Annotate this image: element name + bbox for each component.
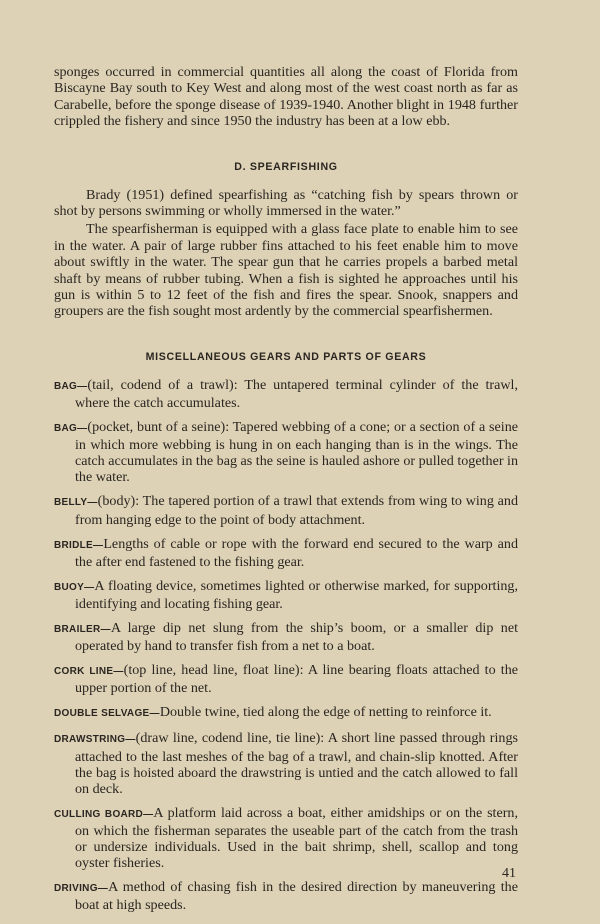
glossary-term: CORK LINE— [54,666,124,678]
glossary-definition: (top line, head line, float line): A line bearing floats attached to the upper portion of the net. [75,662,518,697]
glossary-definition: A floating device, sometimes lighted or otherwise marked, for supporting, identifying and locating fishing gear. [75,577,518,612]
glossary-entry [54,536,518,570]
glossary-definition: (draw line, codend line, tie line): A short line passed through rings attached to the last meshes of the bag of a trawl, and chain-slip knotted. After the bag is hoisted aboard the drawstring is untied and the catch allowed to fall on deck. [75,730,518,797]
section-heading-spearfishing: D. SPEARFISHING [234,160,338,173]
glossary-entry [54,578,518,612]
glossary-definition: Lengths of cable or rope with the forward end secured to the warp and the after end fastened to the fishing gear. [75,535,518,570]
glossary-entry [54,377,518,411]
glossary-definition: Double twine, tied along the edge of netting to reinforce it. [159,704,492,721]
glossary-entry [54,662,518,696]
spearfishing-paragraph: The spearfisherman is equipped with a glass face plate to enable him to see in the water. A pair of large rubber fins attached to his feet enable him to move about swiftly in the water. The spear gun that he carries propels a barbed metal shaft by means of rubber tubing. When a fish is sighted he approaches until his gun is within 5 to 12 feet of the fish and fires the spear. Snook, snappers and groupers are the fish sought most ardently by the commercial spearfishermen. [54,221,518,320]
intro-paragraph: sponges occurred in commercial quantities all along the coast of Florida from Biscayne Bay south to Key West and along most of the west coast north as far as Carabelle, before the sponge disease of 1939-1940. Another blight in 1948 further crippled the fishery and since 1950 the industry has been at a low ebb. [54,64,518,130]
glossary-term: DRIVING— [54,883,109,895]
glossary-definition: (pocket, bunt of a seine): Tapered webbing of a cone; or a section of a seine in which more webbing is hung in on each hanging than is in the wings. The catch accumulates in the bag as the seine is hauled ashore or pulled together in the water. [75,419,519,486]
glossary-entry [54,419,518,485]
glossary-term: DRAWSTRING— [54,734,136,746]
glossary-entry [54,620,518,654]
glossary-term: BUOY— [54,581,95,593]
glossary-term: CULLING BOARD— [54,808,154,820]
glossary-entry [54,805,518,871]
glossary-definition: (body): The tapered portion of a trawl that extends from wing to wing and from hanging edge to the point of body attachment. [75,493,518,528]
glossary-entry [54,493,518,527]
glossary-definition: A large dip net slung from the ship’s boom, or a smaller dip net operated by hand to transfer fish from a net to a boat. [75,620,518,655]
glossary-definition: A method of chasing fish in the desired direction by maneuvering the boat at high speeds. [75,879,518,914]
page-number: 41 [502,866,516,881]
glossary-definition: (tail, codend of a trawl): The untapered terminal cylinder of the trawl, where the catch accumulates. [75,376,518,411]
glossary-term: DOUBLE SELVAGE— [54,708,160,720]
glossary-term: BRAILER— [54,624,111,635]
spearfishing-paragraph: Brady (1951) defined spearfishing as “catching fish by spears thrown or shot by persons swimming or wholly immersed in the water.” [54,186,518,220]
glossary-entry [54,704,518,722]
glossary-term: BRIDLE— [54,539,104,551]
section-heading-misc-gears: MISCELLANEOUS GEARS AND PARTS OF GEARS [145,350,427,363]
glossary-entry [54,730,518,796]
glossary-entry [54,879,518,913]
glossary-term: BAG— [54,380,88,392]
glossary-term: BELLY— [54,497,98,509]
glossary-definition: A platform laid across a boat, either amidships or on the stern, on which the fisherman separates the useable part of the catch from the trash or undersize individuals. Used in the bait shrimp, shell, scallop and tong oyster fisheries. [75,804,518,872]
glossary-list [54,377,518,914]
glossary-term: BAG— [54,423,88,435]
